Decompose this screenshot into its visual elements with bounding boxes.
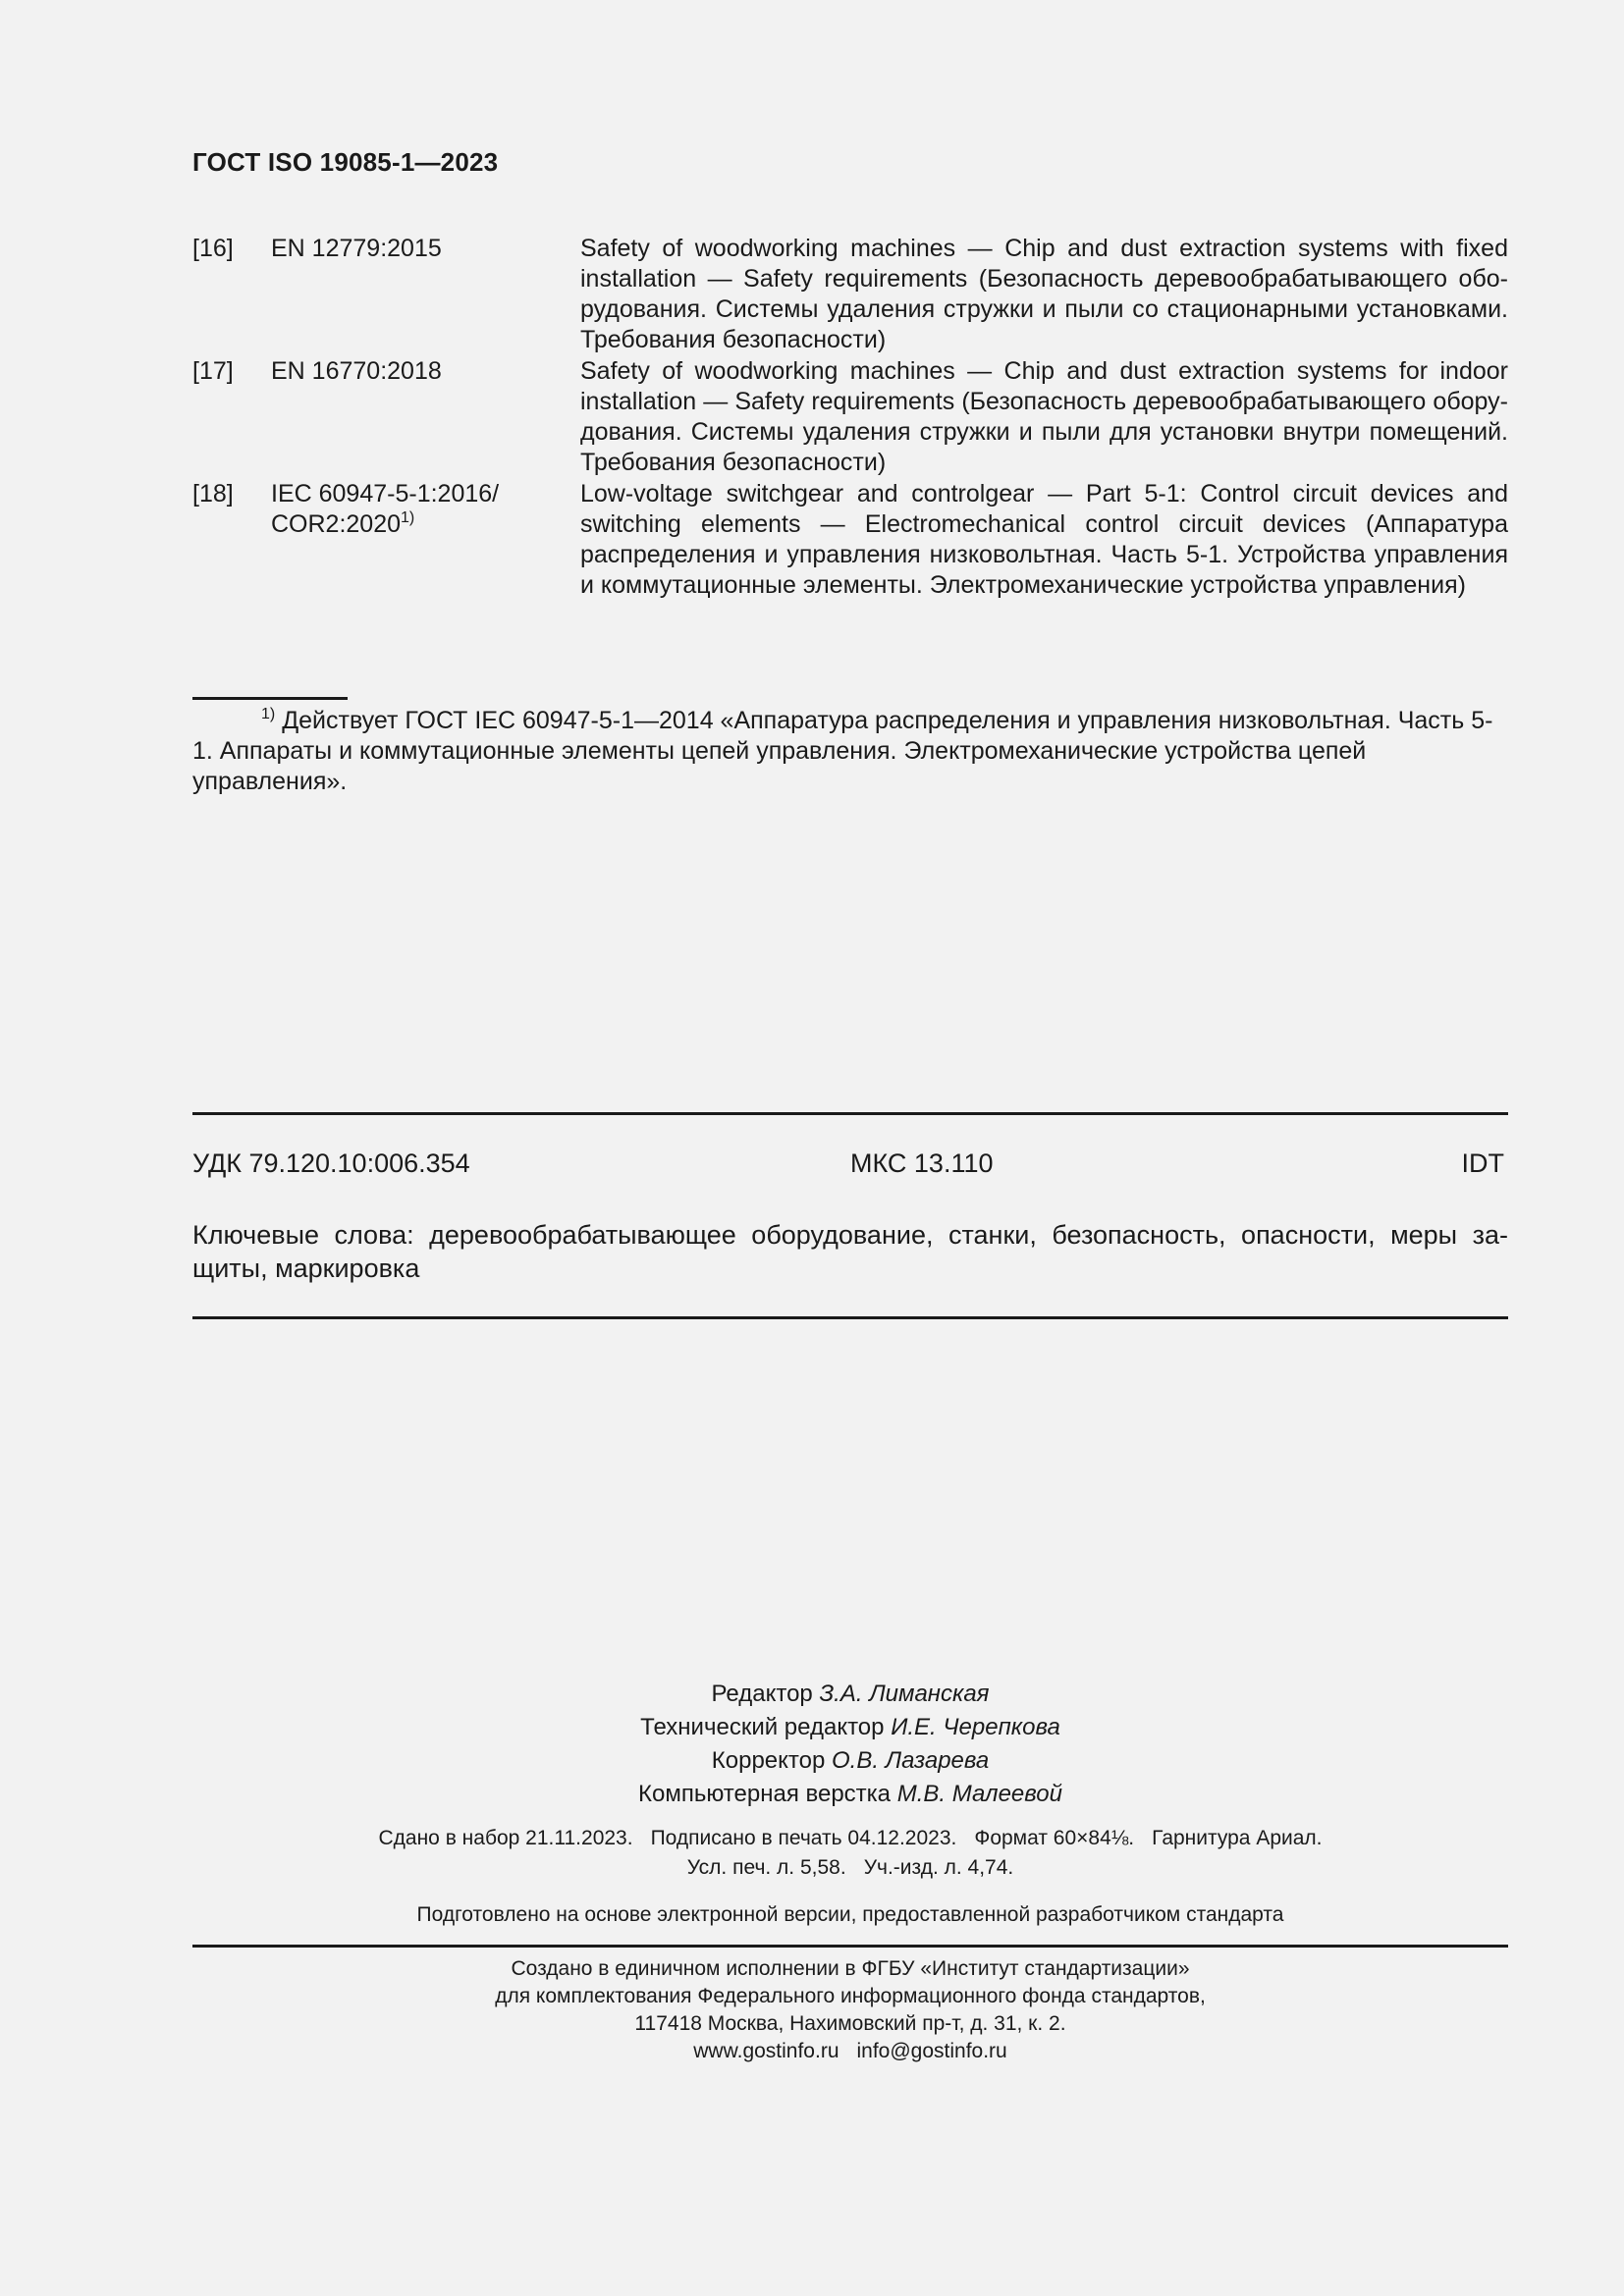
reference-title: Low-voltage switchgear and controlgear — Part 5-1: Control circuit devices and switching elements — Electromechanical control circuit devices (Аппаратура распределения и управления низковольтная. Часть 5-1. Устройства управления и коммутационные элементы. Электромеханические устройства управления): [580, 480, 1508, 599]
credit-role: Корректор: [711, 1747, 826, 1774]
reference-code: [271, 479, 566, 540]
credit-role: Технический редактор: [640, 1714, 885, 1740]
credit-line: [192, 1711, 1508, 1744]
credit-name: И.Е. Черепкова: [891, 1714, 1060, 1740]
divider-bottom: [192, 1316, 1508, 1319]
mks-code: МКС 13.110: [850, 1148, 994, 1178]
credit-name: М.В. Малеевой: [896, 1781, 1062, 1807]
typeface: Гарнитура Ариал.: [1152, 1827, 1323, 1849]
keywords: Ключевые слова: деревообрабатывающее оборудование, станки, безопасность, опасности, меры защиты, маркировка: [192, 1220, 1508, 1283]
credit-name: О.В. Лазарева: [832, 1747, 990, 1774]
credit-role: Компьютерная верстка: [638, 1781, 892, 1807]
submitted-date: Сдано в набор 21.11.2023.: [378, 1827, 633, 1849]
credit-role: Редактор: [711, 1681, 813, 1707]
publisher-line: 117418 Москва, Нахимовский пр-т, д. 31, к. 2.: [634, 2012, 1066, 2035]
publisher-contacts: [192, 2038, 1508, 2065]
credit-line: [192, 1678, 1508, 1711]
footnote-marker: 1): [261, 706, 276, 722]
prepared-note: Подготовлено на основе электронной версии, предоставленной разработчиком стандарта: [416, 1903, 1284, 1926]
reference-code-text: IEC 60947-5-1:2016/ COR2:2020: [271, 480, 500, 538]
reference-number: [17]: [192, 357, 234, 385]
reference-number: [16]: [192, 235, 234, 262]
reference-code: EN 16770:2018: [271, 357, 442, 385]
document-header: ГОСТ ISO 19085-1—2023: [192, 147, 499, 177]
divider-top: [192, 1112, 1508, 1115]
reference-number: [18]: [192, 480, 234, 507]
reference-code: EN 12779:2015: [271, 235, 442, 262]
footnote-text: Действует ГОСТ IEC 60947-5-1—2014 «Аппаратура распределения и управления низковольтная. Часть 5-1. Аппараты и коммутационные элементы цепей управления. Электромеханические устройства цепей управления».: [192, 707, 1493, 795]
email-link[interactable]: info@gostinfo.ru: [856, 2040, 1007, 2062]
credit-name: З.А. Лиманская: [819, 1681, 990, 1707]
footnote-marker: 1): [401, 509, 415, 526]
website-link[interactable]: www.gostinfo.ru: [693, 2040, 839, 2062]
idt-label: IDT: [1461, 1148, 1504, 1178]
paper-format: Формат 60×84⅛.: [974, 1827, 1135, 1849]
publisher-line: для комплектования Федерального информационного фонда стандартов,: [495, 1985, 1206, 2007]
publisher-sheets: Уч.-изд. л. 4,74.: [863, 1856, 1014, 1879]
print-info-line: [192, 1824, 1508, 1853]
reference-title: Safety of woodworking machines — Chip and dust extraction systems for indoor installation — Safety requirements (Безопасность деревообрабатывающего оборудования. Системы удаления стружки и пыли для установки внутри помещений. Требования безопасности): [580, 357, 1508, 476]
publisher-info: [192, 1955, 1508, 2065]
footnote-divider: [192, 697, 348, 700]
reference-title: Safety of woodworking machines — Chip and dust extraction systems with fixed installation — Safety requirements (Безопасность деревообрабатывающего оборудования. Системы удаления стружки и пыли со стационарными установками. Требования безопасности): [580, 235, 1508, 353]
print-info-line: [192, 1853, 1508, 1883]
print-info: [192, 1824, 1508, 1883]
print-sheets: Усл. печ. л. 5,58.: [686, 1856, 846, 1879]
credit-line: [192, 1778, 1508, 1811]
footnote: [192, 706, 1508, 797]
udk-code: УДК 79.120.10:006.354: [192, 1148, 470, 1178]
credit-line: [192, 1744, 1508, 1778]
credits-block: [192, 1678, 1508, 1811]
divider-publisher: [192, 1945, 1508, 1948]
signed-date: Подписано в печать 04.12.2023.: [650, 1827, 957, 1849]
publisher-line: Создано в единичном исполнении в ФГБУ «Институт стандартизации»: [511, 1957, 1190, 1980]
